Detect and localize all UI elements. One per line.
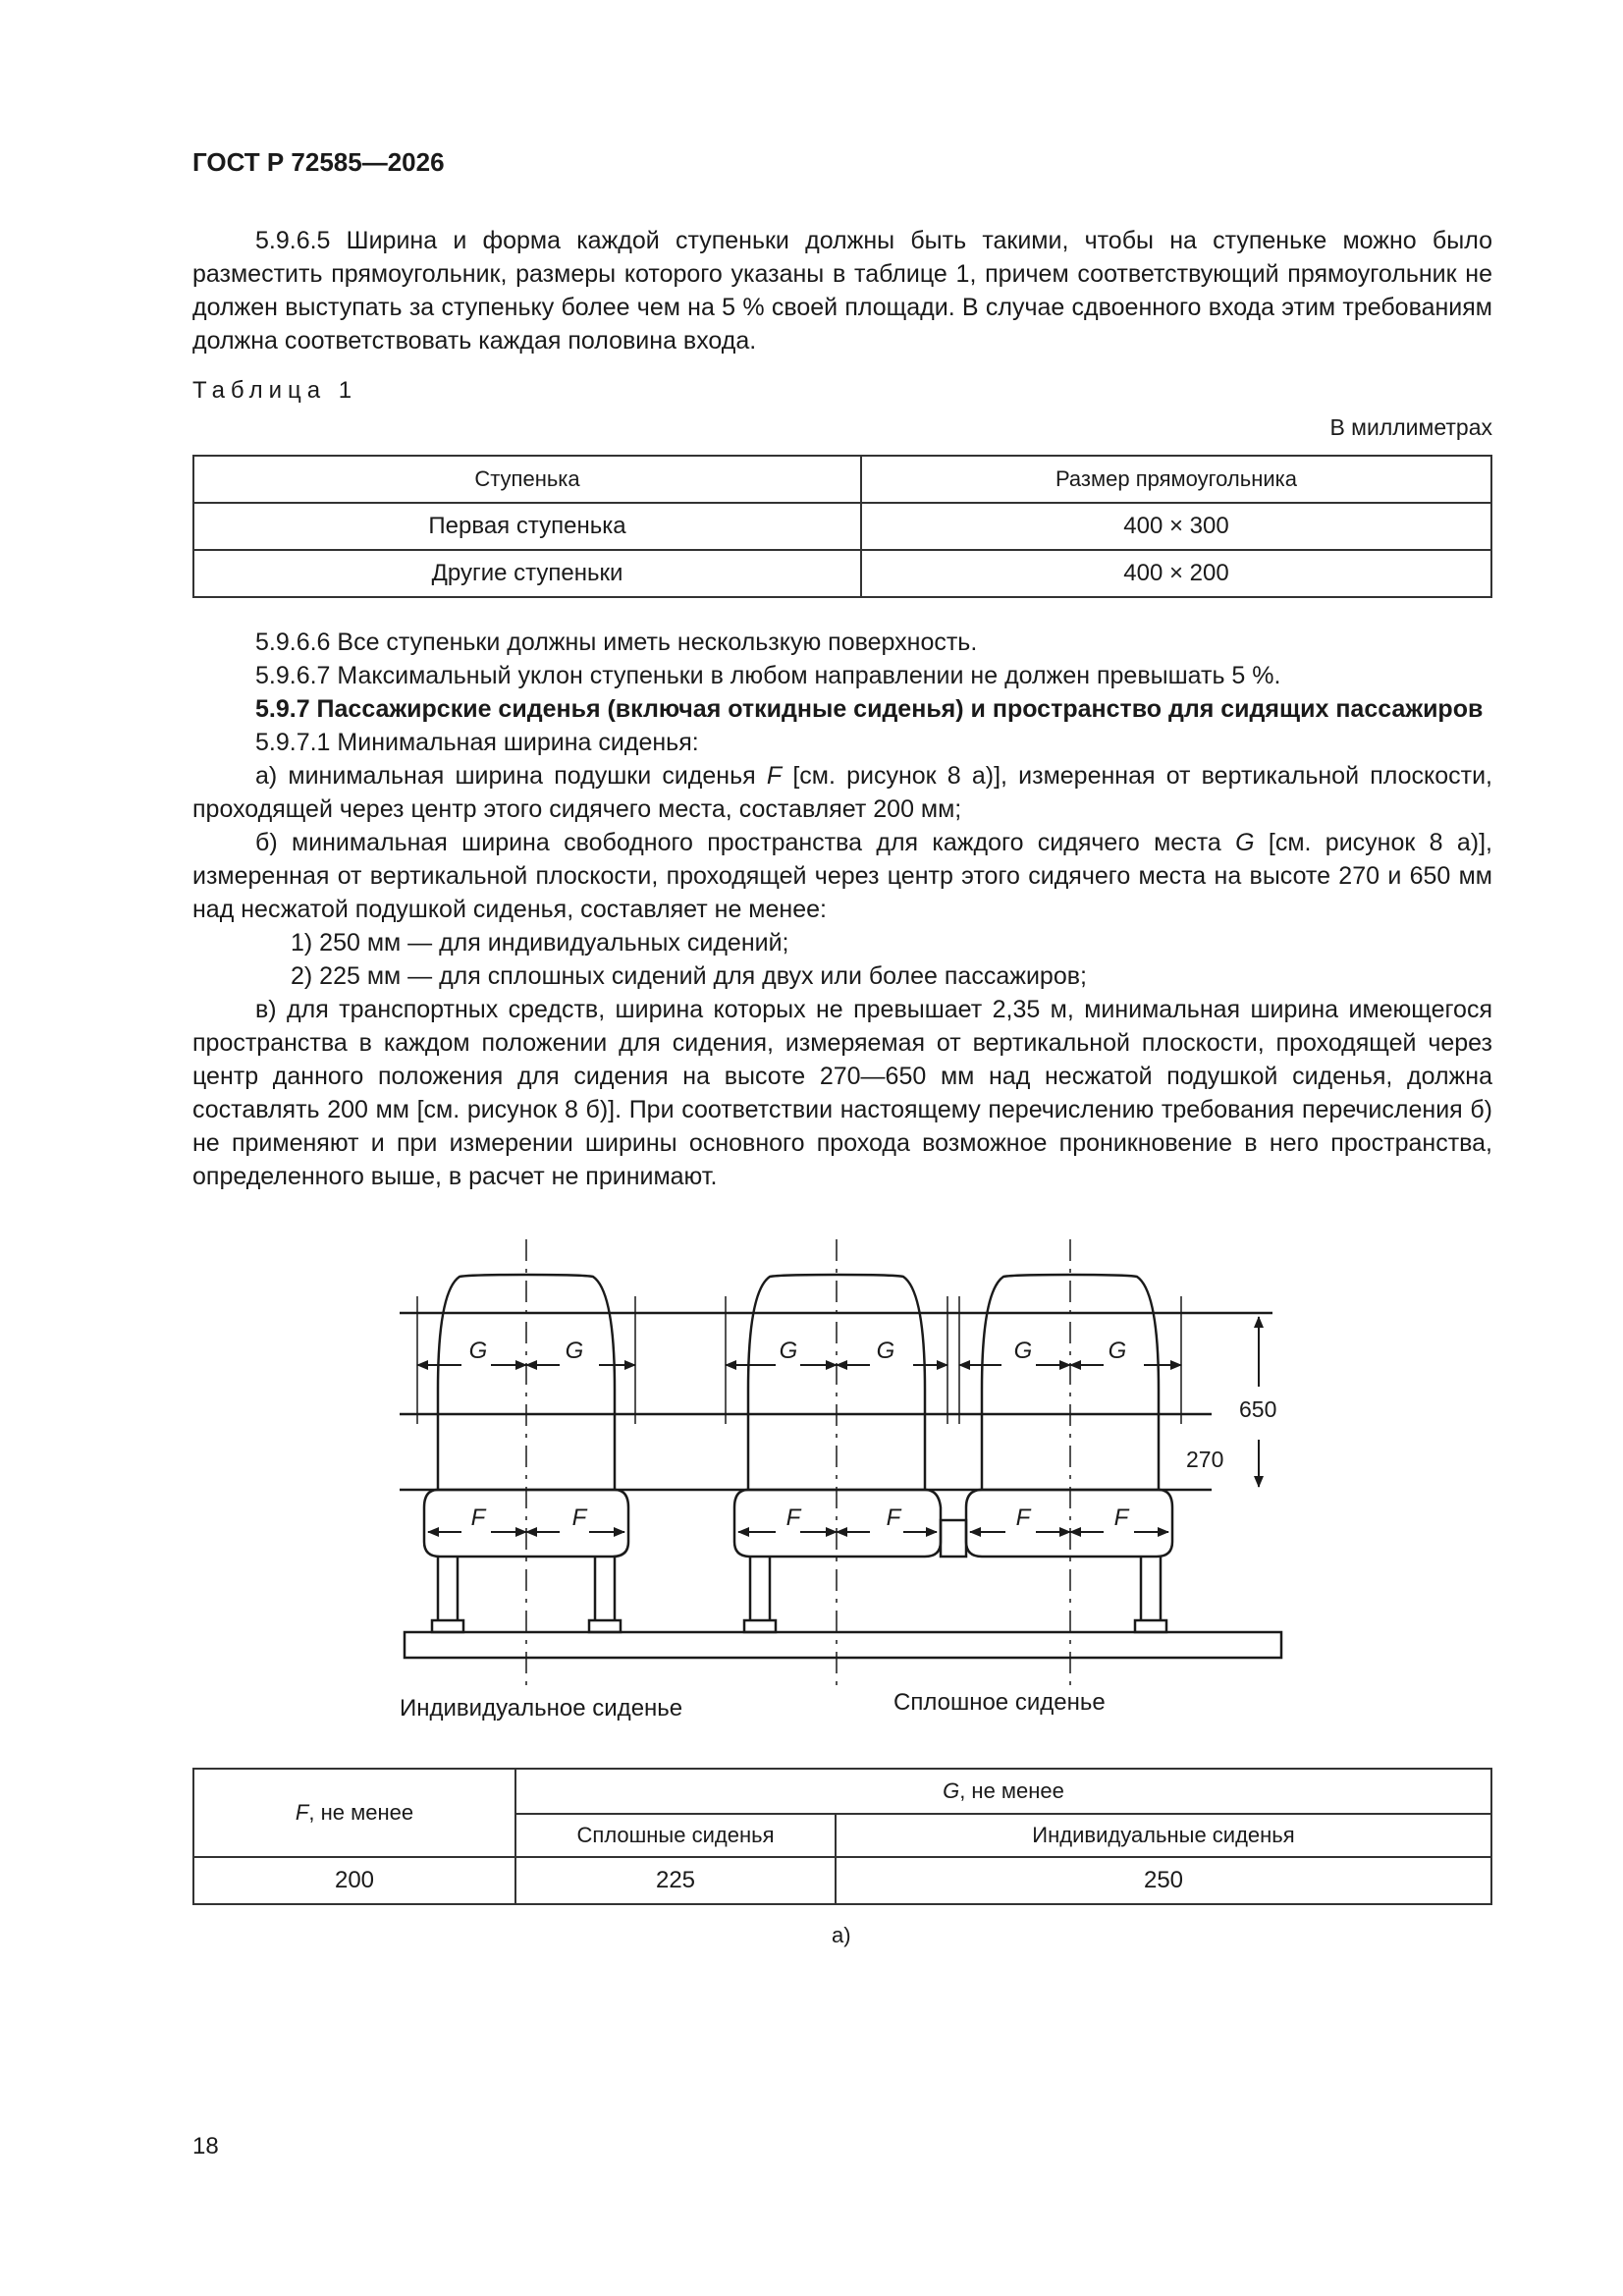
list-item-b-text-2: [см. рисунок 8 а)], измеренная от вертикальной плоскости, проходящей через центр этого сидячего места на высоте 270 и 650 мм над несжатой подушкой сиденья, составляет не менее: (192, 829, 1492, 923)
paragraph-text: 5.9.6.5 Ширина и форма каждой ступеньки должны быть такими, чтобы на ступеньке можно было разместить прямоугольник, размеры которого указаны в таблице 1, причем соответствующий прямоугольник не должен выступать за ступеньку более чем на 5 % своей площади. В случае сдвоенного входа этим требованиям должна соответствовать каждая половина входа. (192, 227, 1492, 355)
list-item-b-2: 2) 225 мм — для сплошных сидений для двух или более пассажиров; (291, 962, 1087, 990)
dimension-270-label: 270 (1186, 1447, 1224, 1472)
list-item-b-text-1: б) минимальная ширина свободного пространства для каждого сидячего места (255, 829, 1236, 856)
header-text: , не менее (959, 1778, 1064, 1803)
f-label: F (470, 1504, 486, 1531)
dimension-650-label: 650 (1239, 1396, 1277, 1422)
caption-bench-seat: Сплошное сиденье (893, 1689, 1106, 1716)
f-label: F (1113, 1504, 1129, 1531)
g-label: G (779, 1338, 798, 1364)
g-label: G (468, 1338, 488, 1364)
seat-foot (589, 1620, 621, 1632)
heading-5-9-7: 5.9.7 Пассажирские сиденья (включая откидные сиденья) и пространство для сидящих пассажиров (255, 695, 1484, 723)
caption-individual-seat: Индивидуальное сиденье (400, 1695, 683, 1722)
table-cell: Другие ступеньки (193, 550, 861, 597)
table-1-caption: Таблица 1 (192, 377, 358, 404)
list-item-a-text-2: [см. рисунок 8 а)], измеренная от вертикальной плоскости, проходящей через центр этого сидячего места, составляет 200 мм; (192, 762, 1493, 823)
cushion-bench-left (734, 1490, 941, 1557)
floor (405, 1632, 1281, 1658)
paragraph-5-9-7-1: 5.9.7.1 Минимальная ширина сиденья: (255, 729, 699, 756)
symbol-g: G (943, 1778, 960, 1803)
subheader-cell-bench: Сплошные сиденья (515, 1814, 836, 1857)
symbol-f: F (766, 762, 783, 790)
table-header-row (193, 1769, 1491, 1814)
table-1-units: В миллиметрах (1329, 414, 1492, 440)
f-label: F (785, 1504, 801, 1531)
table-cell: Первая ступенька (193, 503, 861, 550)
document-header: ГОСТ Р 72585—2026 (192, 147, 445, 177)
table-row (193, 1857, 1491, 1904)
list-item-b-1: 1) 250 мм — для индивидуальных сидений; (291, 929, 789, 957)
seat-foot (432, 1620, 463, 1632)
table-cell: 400 × 300 (861, 503, 1491, 550)
g-label: G (565, 1338, 584, 1364)
table-cell: 200 (193, 1857, 515, 1904)
table-cell: 250 (836, 1857, 1491, 1904)
table-seat-widths (192, 1768, 1492, 1905)
header-cell-g (515, 1769, 1491, 1814)
bench-connector (941, 1520, 966, 1557)
g-label: G (1108, 1338, 1127, 1364)
list-item-c: в) для транспортных средств, ширина которых не превышает 2,35 м, минимальная ширина имеющегося пространства в каждом положении для сидения, измеряемая от вертикальной плоскости, проходящей через центр данного положения для сидения на высоте 270—650 мм над несжатой подушкой сиденья, должна составлять 200 мм [см. рисунок 8 б)]. При соответствии настоящему перечислению требования перечисления б) не применяют и при измерении ширины основного прохода возможное проникновение в него пространства, определенного выше, в расчет не принимают. (192, 996, 1492, 1190)
header-cell-f (193, 1769, 515, 1857)
paragraph-5-9-6-7: 5.9.6.7 Максимальный уклон ступеньки в любом направлении не должен превышать 5 %. (255, 662, 1281, 689)
subheader-cell-individual: Индивидуальные сиденья (836, 1814, 1491, 1857)
g-label: G (1013, 1338, 1033, 1364)
symbol-f: F (295, 1800, 309, 1825)
cushion-bench-right (966, 1490, 1172, 1557)
table-cell: 400 × 200 (861, 550, 1491, 597)
symbol-g: G (1235, 829, 1255, 856)
header-cell-size: Размер прямоугольника (861, 456, 1491, 503)
table-cell: 225 (515, 1857, 836, 1904)
page-number: 18 (192, 2133, 219, 2159)
header-cell-step: Ступенька (193, 456, 861, 503)
f-label: F (571, 1504, 587, 1531)
g-label: G (876, 1338, 895, 1364)
f-label: F (886, 1504, 901, 1531)
f-label: F (1015, 1504, 1031, 1531)
paragraph-5-9-6-6: 5.9.6.6 Все ступеньки должны иметь нескользкую поверхность. (255, 629, 978, 656)
list-item-a-text-1: а) минимальная ширина подушки сиденья (255, 762, 767, 790)
seat-foot (744, 1620, 776, 1632)
header-text: , не менее (308, 1800, 414, 1825)
seat-foot (1135, 1620, 1166, 1632)
subfigure-label: а) (832, 1923, 851, 1947)
